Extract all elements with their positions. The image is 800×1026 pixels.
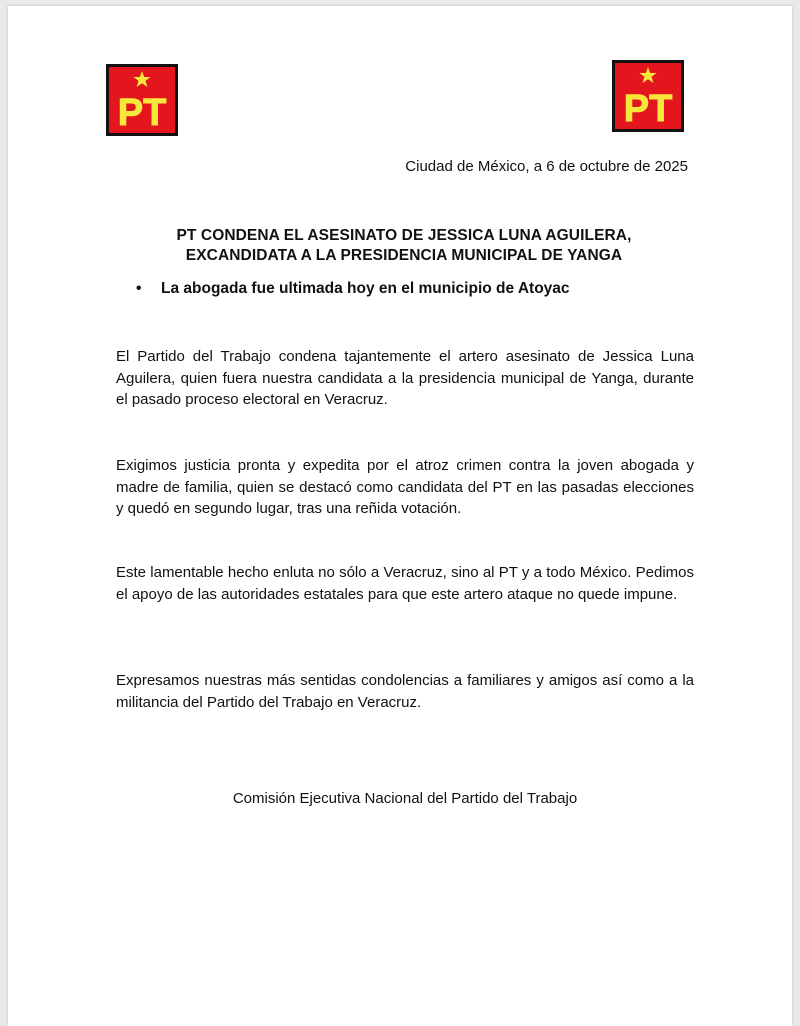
paragraph: Este lamentable hecho enluta no sólo a Veracruz, sino al PT y a todo México. Pedimos el apoyo de las autoridades estatales para que este artero ataque no quede impune. bbox=[116, 564, 694, 603]
svg-text:PT: PT bbox=[623, 88, 673, 130]
pt-logo-icon bbox=[106, 64, 178, 136]
paragraph: El Partido del Trabajo condena tajantemente el artero asesinato de Jessica Luna Aguilera, quien fuera nuestra candidata a la presidencia municipal de Yanga, durante el pasado proceso electoral en Veracruz. bbox=[116, 348, 694, 408]
bullet-text: La abogada fue ultimada hoy en el municipio de Atoyac bbox=[161, 280, 570, 297]
bullet-point bbox=[136, 280, 570, 298]
headline-line-1: PT CONDENA EL ASESINATO DE JESSICA LUNA AGUILERA, bbox=[176, 227, 632, 244]
paragraph: Exigimos justicia pronta y expedita por el atroz crimen contra la joven abogada y madre de familia, quien se destacó como candidata del PT en las pasadas elecciones y quedó en segundo lugar, tras una reñida votación. bbox=[116, 457, 694, 517]
paragraph: Expresamos nuestras más sentidas condolencias a familiares y amigos así como a la militancia del Partido del Trabajo en Veracruz. bbox=[116, 672, 694, 711]
headline-line-2: EXCANDIDATA A LA PRESIDENCIA MUNICIPAL DE YANGA bbox=[185, 247, 623, 264]
dateline: Ciudad de México, a 6 de octubre de 2025 bbox=[405, 158, 688, 175]
headline bbox=[116, 226, 692, 266]
document-page bbox=[8, 6, 792, 1026]
pt-logo-right bbox=[612, 60, 684, 132]
pt-logo-icon bbox=[612, 60, 684, 132]
svg-text:PT: PT bbox=[117, 92, 167, 134]
pt-logo-left bbox=[106, 64, 178, 136]
signature: Comisión Ejecutiva Nacional del Partido del Trabajo bbox=[232, 790, 578, 807]
bullet-icon: • bbox=[136, 280, 142, 297]
